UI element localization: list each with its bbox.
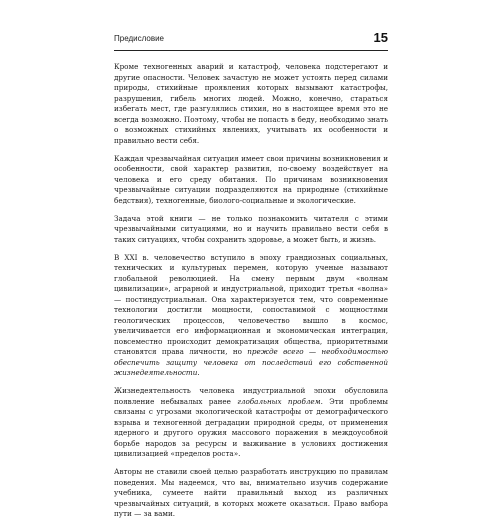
paragraph-text: . Эти проблемы связаны с угрозами экологической катастрофы от демографического взрыва и техногенной деградации природной среды, от применения ядерного и другого оружия массового поражения в междоусобной борьбе народов за ресурсы и выживание в условиях достижения цивилизацией «пределов роста». (114, 396, 388, 458)
paragraph-text: Задача этой книги — не только познакомить читателя с этими чрезвычайными ситуациями, но и научить правильно вести себя в таких ситуациях, чтобы сохранить здоровье, а может быть, и жизнь. (114, 213, 388, 244)
paragraph-text: Авторы не ставили своей целью разработать инструкцию по правилам поведения. Мы надеемся, что вы, внимательно изучив содержание учебника, сумеете найти правильный выход из различных чрезвычайных ситуаций, в которых можете оказаться. Право выбора пути — за вами. (114, 467, 388, 518)
paragraph (114, 154, 388, 207)
paragraph-text: Кроме техногенных аварий и катастроф, человека подстерегают и другие опасности. Человек зачастую не может устоять перед силами природы, стихийные проявления которых вызывают катастрофы, разрушения, гибель многих людей. Можно, конечно, стараться избегать мест, где разгулялись стихия, но в настоящее время это не всегда возможно. Поэтому, чтобы не попасть в беду, необходимо знать о возможных стихийных явлениях, учитывать их особенности и правильно вести себя. (114, 62, 388, 145)
paragraph-text: Жизнедеятельность человека индустриальной эпохи обусловила появление небывалых ранее (114, 386, 388, 406)
paragraph (114, 467, 388, 520)
paragraph (114, 253, 388, 379)
paragraph-text: Каждая чрезвычайная ситуация имеет свои причины возникновения и особенности, свой характер развития, по-своему воздействует на человека и его среду обитания. По причинам возникновения чрезвычайные ситуации подразделяются на природные (стихийные бедствия), техногенные, биолого-социальные и экологические. (114, 153, 388, 205)
emphasized-text: прежде всего — необходимостью обеспечить защиту человека от последствий его собственной жизнедеятельности. (114, 347, 389, 377)
body-text (114, 62, 388, 527)
section-title: Предисловие (114, 34, 164, 43)
paragraph (114, 214, 388, 246)
page-number: 15 (373, 30, 388, 45)
paragraph (114, 62, 388, 146)
paragraph (114, 386, 388, 460)
running-header (114, 30, 388, 51)
emphasized-text: глобальных проблем (237, 396, 321, 406)
paragraph-text: В XXI в. человечество вступило в эпоху грандиозных социальных, технических и культурных перемен, которую ученые называют глобальной революцией. На смену первым двум «волнам цивилизации», аграрной и индустриальной, приходит третья «волна» — постиндустриальная. Она характеризуется тем, что современные технологии достигли мощности, сопоставимой с мощностями геологических процессов, человечество вышло в космос, увеличивается его информационная и экономическая интеграция, повсеместно происходит демократизация общества, приоритетными становятся права личности, но (114, 252, 388, 356)
